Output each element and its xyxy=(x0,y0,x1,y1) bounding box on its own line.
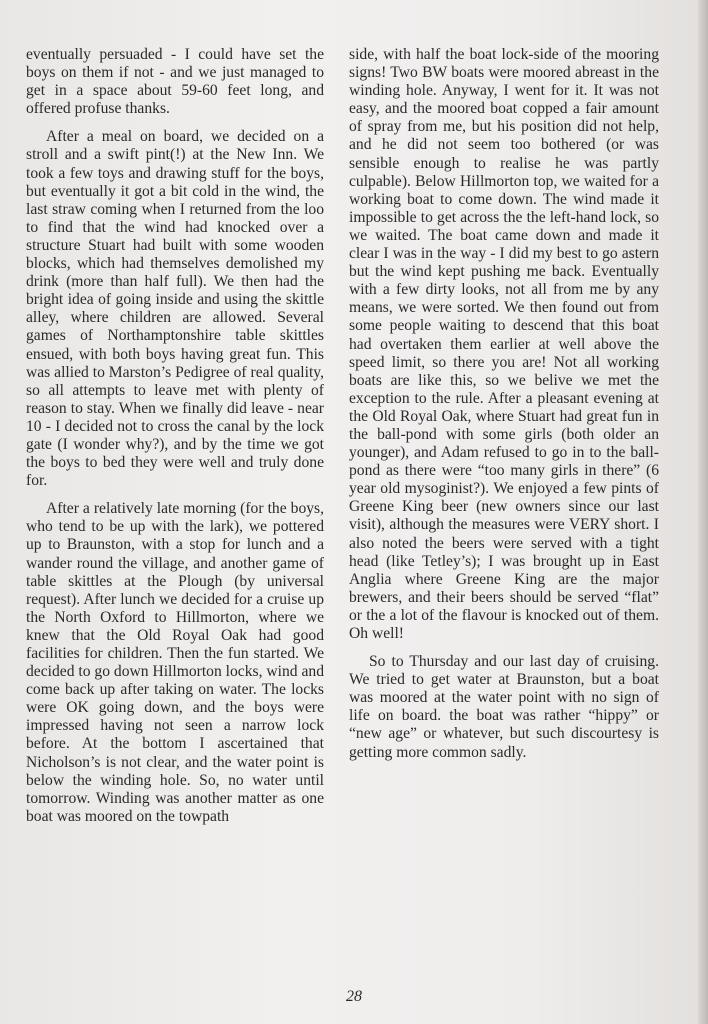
left-column xyxy=(26,46,324,826)
page-number: 28 xyxy=(346,988,362,1005)
paragraph: After a relatively late morning (for the boys, who tend to be up with the lark), we pottered up to Braunston, with a stop for lunch and a wander round the village, and another game of table skittles at the Plough (by universal request). After lunch we decided for a cruise up the North Oxford to Hillmorton, where we knew that the Old Royal Oak had good facilities for children. Then the fun started. We decided to go down Hillmorton locks, wind and come back up after taking on water. The locks were OK going down, and the boys were impressed having not seen a narrow lock before. At the bottom I ascertained that Nicholson’s is not clear, and the water point is below the winding hole. So, no water until tomorrow. Winding was another matter as one boat was moored on the towpath xyxy=(26,500,324,825)
page-edge xyxy=(698,0,708,1024)
paragraph: After a meal on board, we decided on a stroll and a swift pint(!) at the New Inn. We took a few toys and drawing stuff for the boys, but eventually it got a bit cold in the wind, the last straw coming when I returned from the loo to find that the wind had knocked over a structure Stuart had built with some wooden blocks, which had themselves demolished my drink (more than half full). We then had the bright idea of going inside and using the skittle alley, where children are allowed. Several games of Northamptonshire table skittles ensued, with both boys having great fun. This was allied to Marston’s Pedigree of real quality, so all attempts to leave met with plenty of reason to stay. When we finally did leave - near 10 - I decided not to cross the canal by the lock gate (I wonder why?), and by the time we got the boys to bed they were well and truly done for. xyxy=(26,128,324,490)
right-column xyxy=(349,46,659,762)
paragraph: eventually persuaded - I could have set the boys on them if not - and we just managed to get in a space about 59-60 feet long, and offered profuse thanks. xyxy=(26,46,324,118)
paragraph: side, with half the boat lock-side of the mooring signs! Two BW boats were moored abreast in the winding hole. Anyway, I went for it. It was not easy, and the moored boat copped a fair amount of spray from me, but his position did not help, and he did not seem too bothered (or was sensible enough to realise he was partly culpable). Below Hillmorton top, we waited for a working boat to come down. The wind made it impossible to get across the the left-hand lock, so we waited. The boat came down and made it clear I was in the way - I did my best to go astern but the wind kept pushing me back. Eventually with a few dirty looks, not all from me by any means, we were sorted. We then found out from some people waiting to descend that this boat had overtaken them earlier at well above the speed limit, so there you are! Not all working boats are like this, so we belive we met the exception to the rule. After a pleasant evening at the Old Royal Oak, where Stuart had great fun in the ball-pond with some girls (both older an younger), and Adam refused to go in to the ball-pond as there were “too many girls in there” (6 year old mysoginist?). We enjoyed a few pints of Greene King beer (new owners since our last visit), although the measures were VERY short. I also noted the beers were served with a tight head (like Tetley’s); I was brought up in East Anglia where Greene King are the major brewers, and their beers should be served “flat” or the a lot of the flavour is knocked out of them. Oh well! xyxy=(349,46,659,642)
paragraph: So to Thursday and our last day of cruising. We tried to get water at Braunston, but a boat was moored at the water point with no sign of life on board. the boat was rather “hippy” or “new age” or whatever, but such discourtesy is getting more common sadly. xyxy=(349,653,659,761)
